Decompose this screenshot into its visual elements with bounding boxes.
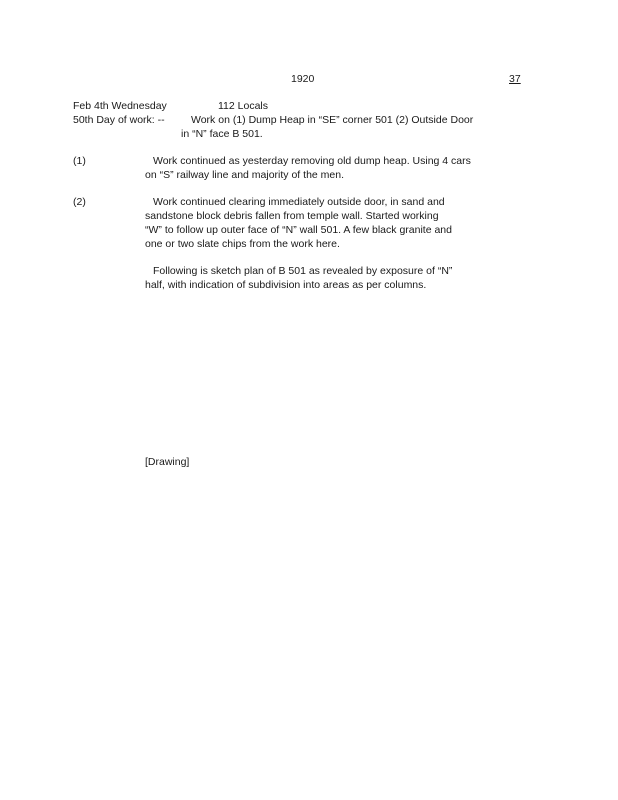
- year-heading: 1920: [291, 73, 315, 85]
- paragraph-marker: (2): [73, 196, 86, 208]
- paragraph-line: one or two slate chips from the work here.: [145, 238, 340, 250]
- entry-day-label: 50th Day of work: --: [73, 114, 165, 126]
- paragraph-line: on “S” railway line and majority of the men.: [145, 169, 345, 181]
- paragraph-line: half, with indication of subdivision into areas as per columns.: [145, 279, 427, 291]
- paragraph-line: Work continued as yesterday removing old dump heap. Using 4 cars: [153, 155, 471, 167]
- paragraph-line: sandstone block debris fallen from temple wall. Started working: [145, 210, 439, 222]
- entry-workers: 112 Locals: [218, 100, 269, 112]
- entry-date: Feb 4th Wednesday: [73, 100, 167, 112]
- drawing-placeholder: [Drawing]: [145, 456, 190, 468]
- paragraph-marker: (1): [73, 155, 86, 167]
- page-number: 37: [509, 73, 521, 85]
- entry-work-line-2: in “N” face B 501.: [181, 128, 263, 140]
- paragraph-line: “W” to follow up outer face of “N” wall 501. A few black granite and: [145, 224, 452, 236]
- paragraph-line: Following is sketch plan of B 501 as revealed by exposure of “N”: [153, 265, 453, 277]
- entry-work-line-1: Work on (1) Dump Heap in “SE” corner 501 (2) Outside Door: [191, 114, 474, 126]
- paragraph-line: Work continued clearing immediately outside door, in sand and: [153, 196, 445, 208]
